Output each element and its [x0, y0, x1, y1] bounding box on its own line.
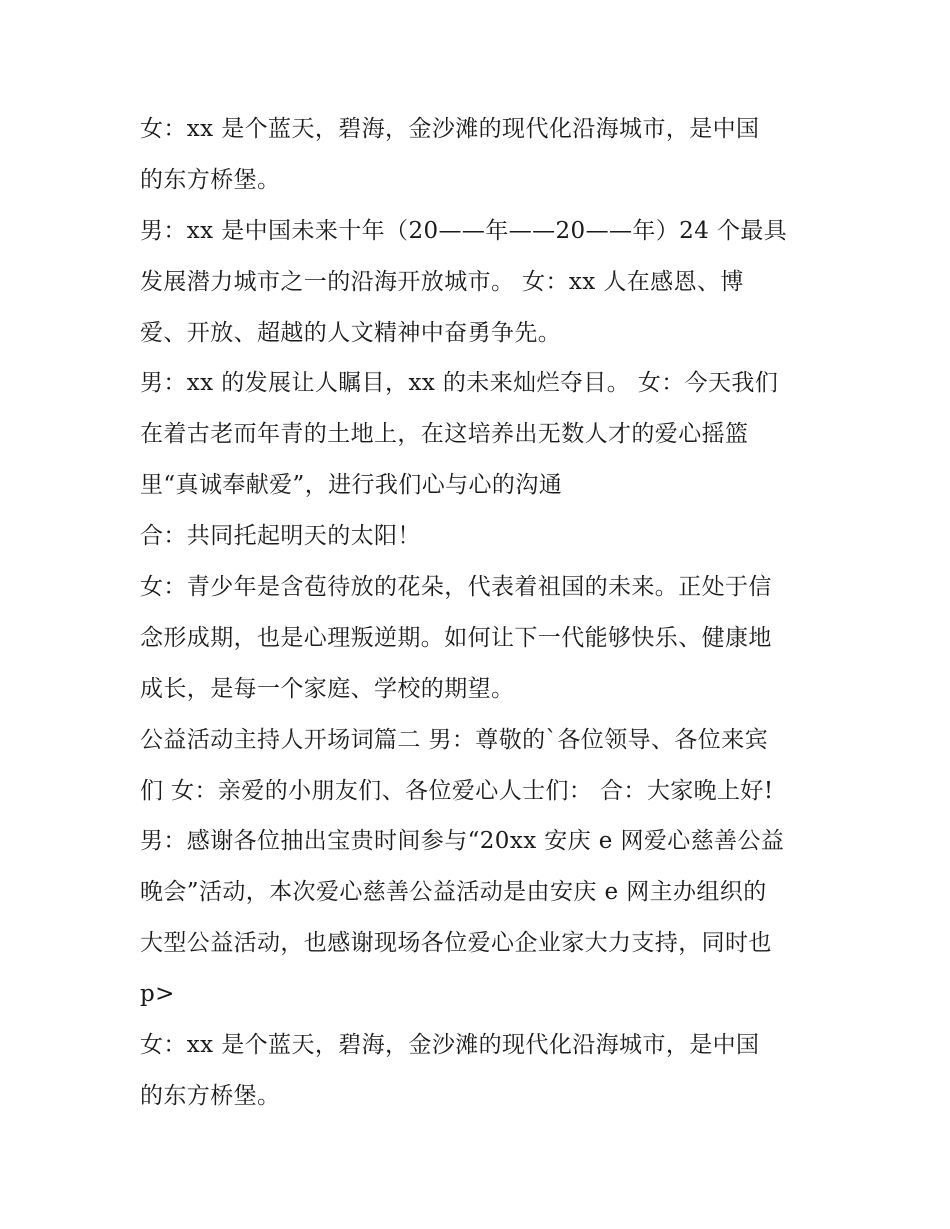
text-line: 里“真诚奉献爱”，进行我们心与心的沟通 — [140, 472, 563, 499]
document-body — [140, 104, 820, 1122]
text-line: 合：共同托起明天的太阳！ — [140, 523, 421, 550]
text-line: 女：青少年是含苞待放的花朵，代表着祖国的未来。正处于信 — [140, 574, 772, 601]
text-line: 爱、开放、超越的人文精神中奋勇争先。 — [140, 319, 562, 346]
text-line: p> — [140, 981, 175, 1008]
text-line: 大型公益活动，也感谢现场各位爱心企业家大力支持，同时也 — [140, 930, 772, 957]
text-line: 在着古老而年青的土地上，在这培养出无数人才的爱心摇篮 — [140, 421, 749, 448]
text-line: 女：xx 是个蓝天，碧海，金沙滩的现代化沿海城市，是中国 — [140, 116, 760, 142]
text-line: 晚会”活动，本次爱心慈善公益活动是由安庆 e 网主办组织的 — [140, 879, 767, 906]
text-line: 念形成期，也是心理叛逆期。如何让下一代能够快乐、健康地 — [140, 624, 772, 651]
text-line: 男：xx 的发展让人瞩目，xx 的未来灿烂夺目。 女：今天我们 — [140, 370, 779, 397]
text-line: 们 女：亲爱的小朋友们、各位爱心人士们： 合：大家晚上好! — [140, 777, 774, 804]
text-line: 的东方桥堡。 — [140, 166, 281, 193]
text-line: 女：xx 是个蓝天，碧海，金沙滩的现代化沿海城市，是中国 — [140, 1032, 760, 1059]
text-line: 成长，是每一个家庭、学校的期望。 — [140, 675, 515, 702]
text-line: 男：感谢各位抽出宝贵时间参与“20xx 安庆 e 网爱心慈善公益 — [140, 828, 785, 855]
text-line: 公益活动主持人开场词篇二 男：尊敬的`各位领导、各位来宾 — [140, 726, 769, 753]
text-line: 男：xx 是中国未来十年（20——年——20——年）24 个最具 — [140, 217, 788, 244]
text-line: 的东方桥堡。 — [140, 1082, 281, 1109]
text-line: 发展潜力城市之一的沿海开放城市。 女：xx 人在感恩、博 — [140, 268, 744, 295]
